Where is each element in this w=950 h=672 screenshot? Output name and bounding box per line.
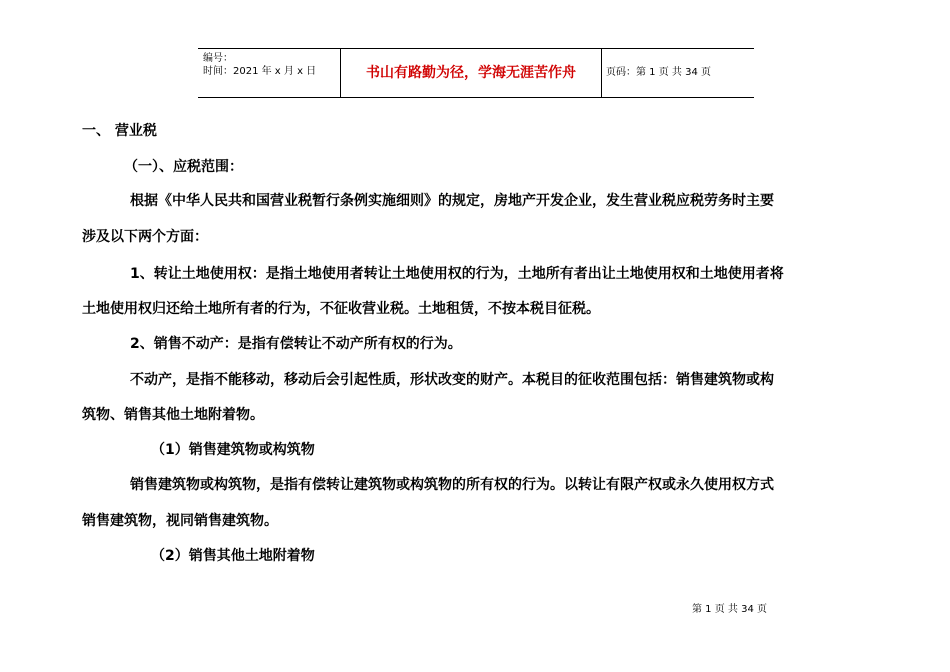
header-page-cell <box>600 49 754 97</box>
paragraph-line: 筑物、销售其他土地附着物。 <box>82 407 264 423</box>
paragraph-line: 2、销售不动产：是指有偿转让不动产所有权的行为。 <box>130 336 462 352</box>
page-footer-number: 第 1 页 共 34 页 <box>692 604 767 615</box>
paragraph-line: 销售建筑物或构筑物，是指有偿转让建筑物或构筑物的所有权的行为。以转让有限产权或永久使用权方式 <box>130 477 774 493</box>
paragraph-line: 涉及以下两个方面： <box>82 229 208 245</box>
header-motto-cell <box>340 49 602 97</box>
header-info-cell <box>198 49 340 97</box>
subsection-heading: （一）、应税范围： <box>124 159 243 175</box>
document-number-label: 编号： <box>203 53 233 64</box>
paragraph-line: 根据《中华人民共和国营业税暂行条例实施细则》的规定，房地产开发企业，发生营业税应税劳务时主要 <box>130 193 774 209</box>
paragraph-line: 1、转让土地使用权：是指土地使用者转让土地使用权的行为，土地所有者出让土地使用权和土地使用者将 <box>130 266 784 282</box>
sub-item-heading: （2）销售其他土地附着物 <box>151 548 315 564</box>
document-time: 时间：2021 年 x 月 x 日 <box>203 66 317 77</box>
sub-item-heading: （1）销售建筑物或构筑物 <box>151 442 315 458</box>
paragraph-line: 土地使用权归还给土地所有者的行为，不征收营业税。土地租赁，不按本税目征税。 <box>82 301 600 317</box>
document-header <box>198 48 754 98</box>
paragraph-line: 不动产，是指不能移动，移动后会引起性质，形状改变的财产。本税目的征收范围包括：销售建筑物或构 <box>130 372 774 388</box>
header-motto: 书山有路勤为径，学海无涯苦作舟 <box>366 65 576 81</box>
paragraph-line: 销售建筑物，视同销售建筑物。 <box>82 513 278 529</box>
section-heading: 一、 营业税 <box>82 123 157 139</box>
header-page-code: 页码：第 1 页 共 34 页 <box>606 67 711 78</box>
